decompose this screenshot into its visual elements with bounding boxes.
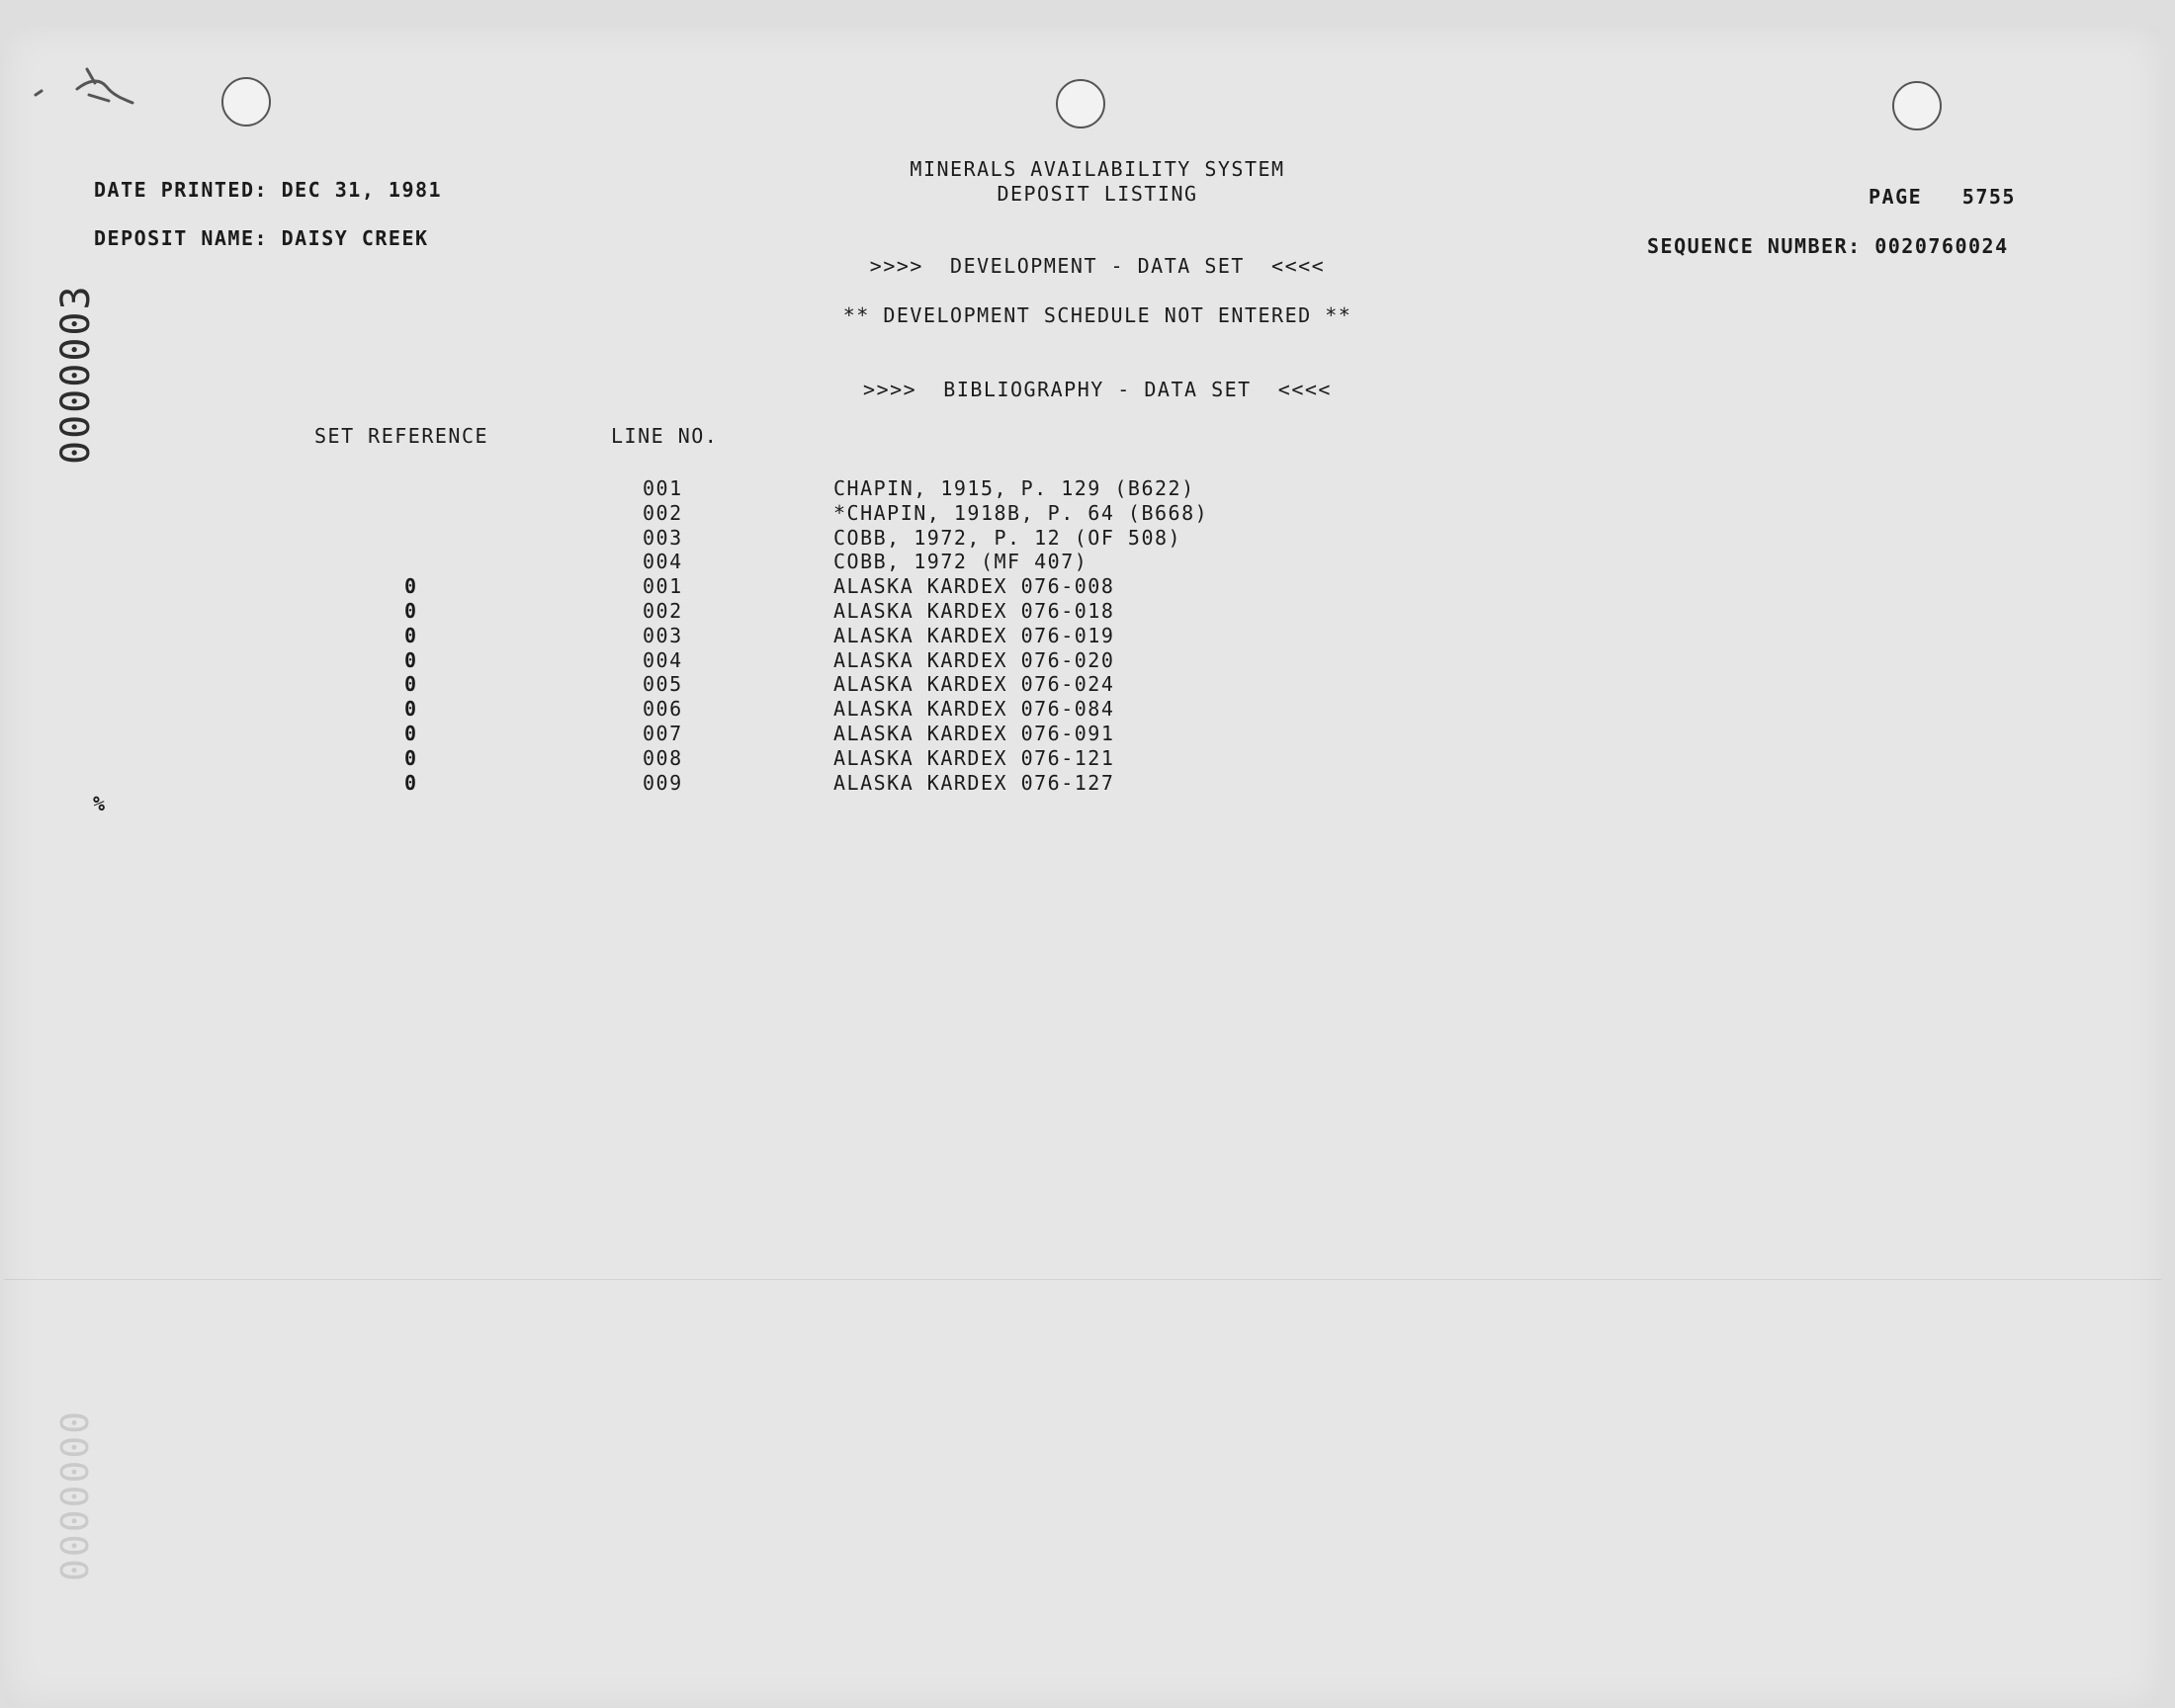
fold-line — [4, 1279, 2161, 1280]
row-set-reference: 0 — [404, 672, 418, 696]
row-line-no: 003 — [643, 526, 683, 550]
date-printed: DATE PRINTED: DEC 31, 1981 — [94, 178, 443, 202]
scribble-mark — [30, 59, 138, 119]
column-header-line-no: LINE NO. — [611, 424, 719, 448]
punch-hole-left — [221, 77, 271, 127]
row-reference-text: CHAPIN, 1915, P. 129 (B622) — [833, 476, 1195, 500]
row-set-reference: 0 — [404, 648, 418, 672]
row-reference-text: ALASKA KARDEX 076-024 — [833, 672, 1115, 696]
row-set-reference: 0 — [404, 574, 418, 598]
system-title: MINERALS AVAILABILITY SYSTEM — [910, 157, 1285, 181]
paper-sheet — [4, 26, 2161, 1706]
row-reference-text: ALASKA KARDEX 076-127 — [833, 771, 1115, 795]
row-reference-text: ALASKA KARDEX 076-019 — [833, 624, 1115, 647]
row-reference-text: ALASKA KARDEX 076-020 — [833, 648, 1115, 672]
punch-hole-center — [1056, 79, 1105, 128]
row-reference-text: COBB, 1972 (MF 407) — [833, 550, 1088, 573]
row-line-no: 008 — [643, 746, 683, 770]
row-line-no: 006 — [643, 697, 683, 721]
row-line-no: 005 — [643, 672, 683, 696]
development-note: ** DEVELOPMENT SCHEDULE NOT ENTERED ** — [842, 303, 1352, 327]
page-number: PAGE 5755 — [1869, 185, 2016, 209]
row-line-no: 007 — [643, 722, 683, 745]
development-heading: >>>> DEVELOPMENT - DATA SET <<<< — [869, 254, 1326, 278]
sequence-number: SEQUENCE NUMBER: 0020760024 — [1647, 234, 2009, 258]
row-set-reference: 0 — [404, 624, 418, 647]
column-header-set-reference: SET REFERENCE — [314, 424, 489, 448]
end-mark: % — [93, 792, 107, 815]
row-line-no: 004 — [643, 550, 683, 573]
deposit-name: DEPOSIT NAME: DAISY CREEK — [94, 226, 429, 250]
row-line-no: 002 — [643, 599, 683, 623]
side-code: 0000003 — [53, 284, 99, 465]
row-line-no: 009 — [643, 771, 683, 795]
listing-title: DEPOSIT LISTING — [997, 182, 1198, 206]
row-line-no: 002 — [643, 501, 683, 525]
row-reference-text: ALASKA KARDEX 076-018 — [833, 599, 1115, 623]
row-reference-text: ALASKA KARDEX 076-091 — [833, 722, 1115, 745]
side-code-faint: 0000000 — [53, 1409, 97, 1581]
row-reference-text: ALASKA KARDEX 076-121 — [833, 746, 1115, 770]
row-line-no: 003 — [643, 624, 683, 647]
row-set-reference: 0 — [404, 722, 418, 745]
row-line-no: 001 — [643, 574, 683, 598]
row-reference-text: COBB, 1972, P. 12 (OF 508) — [833, 526, 1182, 550]
row-reference-text: ALASKA KARDEX 076-008 — [833, 574, 1115, 598]
row-reference-text: ALASKA KARDEX 076-084 — [833, 697, 1115, 721]
punch-hole-right — [1892, 81, 1942, 130]
bibliography-heading: >>>> BIBLIOGRAPHY - DATA SET <<<< — [863, 378, 1332, 401]
row-line-no: 001 — [643, 476, 683, 500]
row-line-no: 004 — [643, 648, 683, 672]
row-set-reference: 0 — [404, 697, 418, 721]
row-set-reference: 0 — [404, 599, 418, 623]
row-reference-text: *CHAPIN, 1918B, P. 64 (B668) — [833, 501, 1209, 525]
row-set-reference: 0 — [404, 771, 418, 795]
row-set-reference: 0 — [404, 746, 418, 770]
